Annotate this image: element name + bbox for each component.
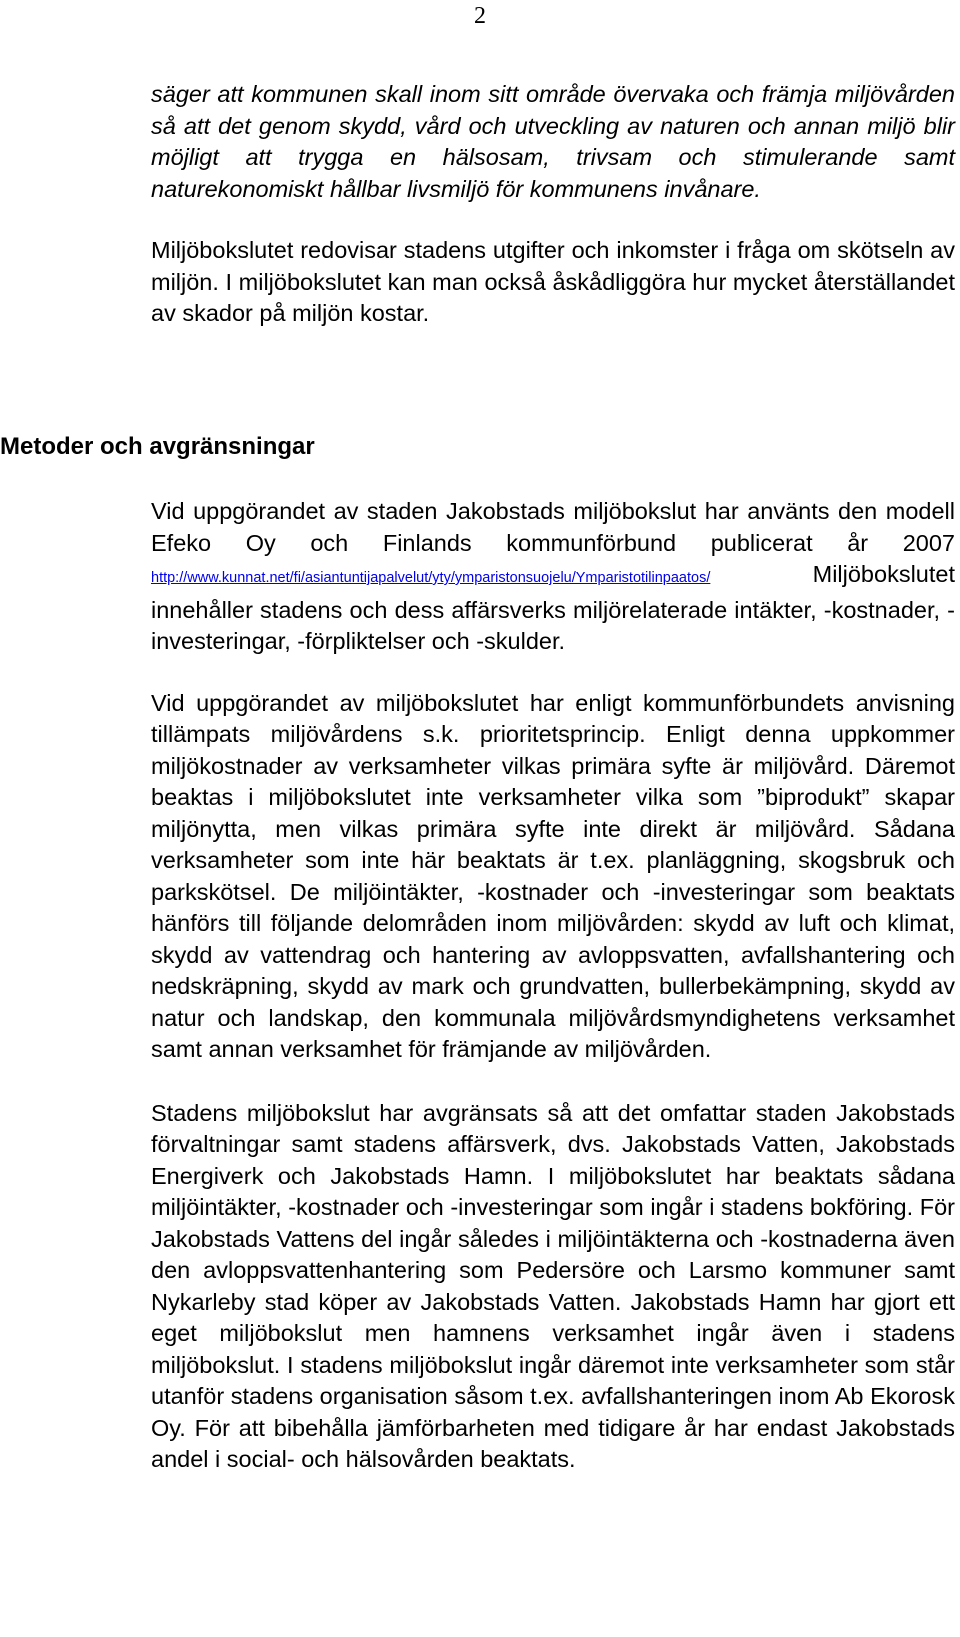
kunnat-link[interactable]: http://www.kunnat.net/fi/asiantuntijapalvelut/yty/ymparistonsuojelu/Ymparistotilinpaatos/ — [151, 570, 711, 586]
section-heading: Metoder och avgränsningar — [0, 433, 315, 460]
document-body-methods — [151, 496, 955, 1476]
page-number: 2 — [474, 3, 486, 29]
paragraph-model — [151, 496, 955, 658]
document-body-top — [151, 79, 955, 330]
intro-paragraph: säger att kommunen skall inom sitt område övervaka och främja miljövården så att det genom skydd, vård och utveckling av naturen och annan miljö blir möjligt att trygga en hälsosam, trivsam och stimulerande samt naturekonomiskt hållbar livsmiljö för kommunens invånare. — [151, 81, 955, 202]
paragraph-priority-principle: Vid uppgörandet av miljöbokslutet har enligt kommunförbundets anvisning tillämpats miljövårdens s.k. prioritetsprincip. Enligt denna uppkommer miljökostnader av verksamheter vilkas primära syfte är miljövård. Däremot beaktas i miljöbokslutet inte verksamheter vilka som ”biprodukt” skapar miljönytta, men vilkas primära syfte inte direkt är miljövård. Sådana verksamheter som inte här beaktats är t.ex. planläggning, skogsbruk och parkskötsel. De miljöintäkter, -kostnader och -investeringar som beaktats hänförs till följande delområden inom miljövården: skydd av luft och klimat, skydd av vattendrag och hantering av avloppsvatten, avfallshantering och nedskräpning, skydd av mark och grundvatten, bullerbekämpning, skydd av natur och landskap, den kommunala miljövårdsmyndighetens verksamhet samt annan verksamhet för främjande av miljövården. — [151, 689, 955, 1062]
paragraph-environmental-accounts: Miljöbokslutet redovisar stadens utgifter och inkomster i fråga om skötseln av miljön. I miljöbokslutet kan man också åskådliggöra hur mycket återställandet av skador på miljön kostar. — [151, 237, 955, 326]
paragraph-delimitation: Stadens miljöbokslut har avgränsats så att det omfattar staden Jakobstads förvaltningar samt stadens affärsverk, dvs. Jakobstads Vatten, Jakobstads Energiverk och Jakobstads Hamn. I miljöbokslutet har beaktats sådana miljöintäkter, -kostnader och -investeringar som ingår i stadens bokföring. För Jakobstads Vattens del ingår således i miljöintäkterna och -kostnaderna även den avloppsvattenhantering som Pedersöre och Larsmo kommuner samt Nykarleby stad köper av Jakobstads Vatten. Jakobstads Hamn har gjort ett eget miljöbokslut men hamnens verksamhet ingår även i stadens miljöbokslut. I stadens miljöbokslut ingår däremot inte verksamheter som står utanför stadens organisation såsom t.ex. avfallshanteringen inom Ab Ekorosk Oy. För att bibehålla jämförbarheten med tidigare år har endast Jakobstads andel i social- och hälsovården beaktats. — [151, 1099, 955, 1472]
paragraph-model-text-start: Vid uppgörandet av staden Jakobstads miljöbokslut har använts den modell Efeko Oy och Finlands kommunförbund publicerat år 2007 — [151, 498, 955, 556]
paragraph-model-text-end: Miljöbokslutet innehåller stadens och dess affärsverks miljörelaterade intäkter, -kostnader, -investeringar, -förpliktelser och -skulder. — [151, 561, 955, 654]
